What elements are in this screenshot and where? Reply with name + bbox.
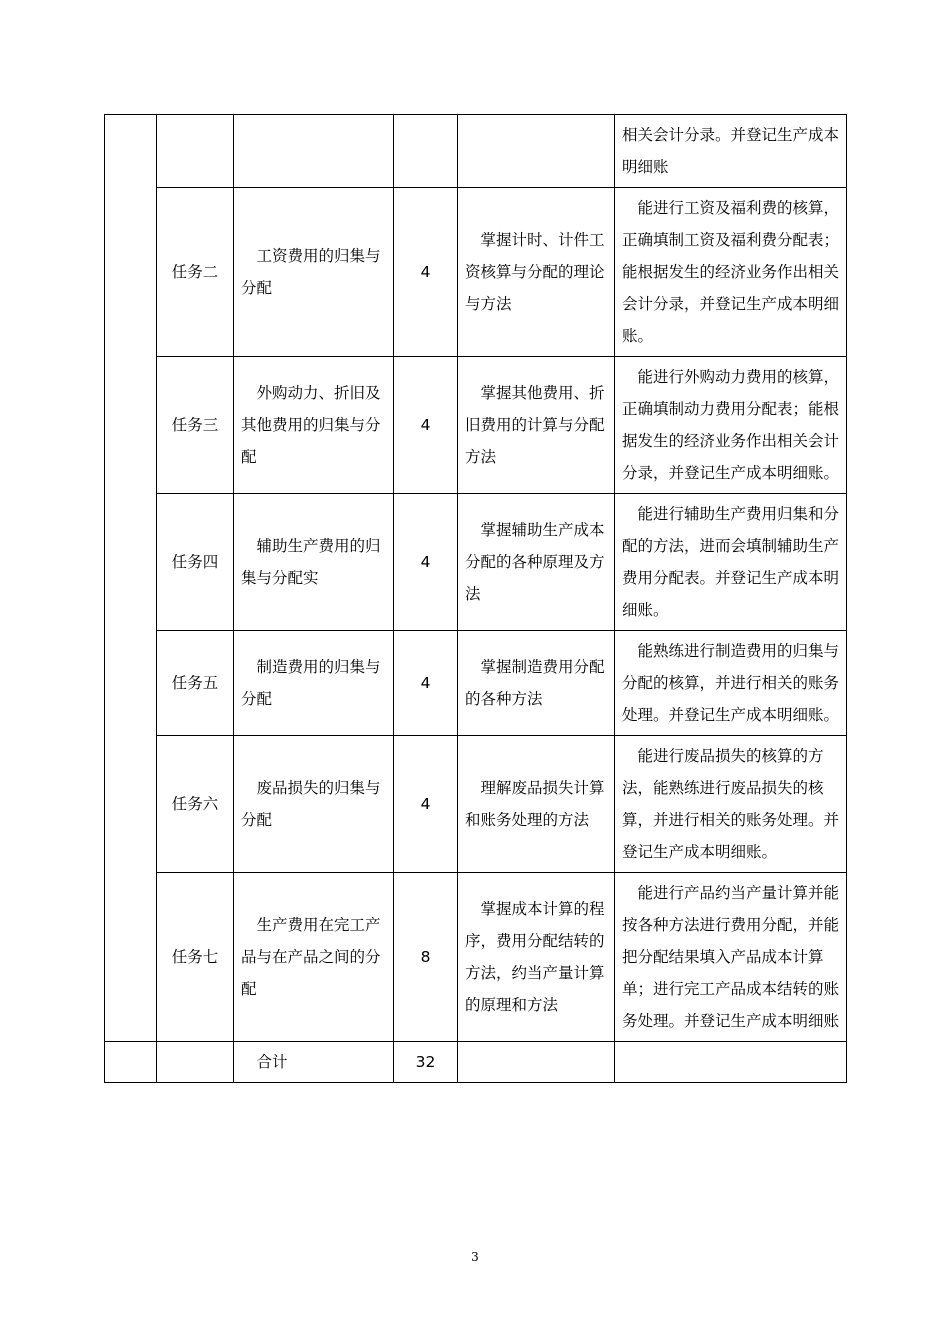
hours-cell: 4 — [394, 631, 458, 736]
hours-cell — [394, 115, 458, 188]
ability-cell: 能熟练进行制造费用的归集与分配的核算，并进行相关的账务处理。并登记生产成本明细账。 — [615, 631, 847, 736]
content-cell: 废品损失的归集与分配 — [234, 736, 394, 873]
task-cell: 任务五 — [157, 631, 234, 736]
module-cell — [105, 1042, 157, 1083]
ability-cell: 能进行废品损失的核算的方法，能熟练进行废品损失的核算，并进行相关的账务处理。并登记生产成本明细账。 — [615, 736, 847, 873]
table-row — [105, 188, 847, 357]
table-row — [105, 873, 847, 1042]
content-cell: 外购动力、折旧及其他费用的归集与分配 — [234, 357, 394, 494]
total-hours: 32 — [394, 1042, 458, 1083]
ability-cell: 能进行外购动力费用的核算，正确填制动力费用分配表；能根据发生的经济业务作出相关会计分录，并登记生产成本明细账。 — [615, 357, 847, 494]
module-cell — [105, 115, 157, 1042]
hours-cell: 4 — [394, 188, 458, 357]
knowledge-cell: 掌握成本计算的程序，费用分配结转的方法，约当产量计算的原理和方法 — [458, 873, 615, 1042]
task-cell: 任务三 — [157, 357, 234, 494]
knowledge-cell: 理解废品损失计算和账务处理的方法 — [458, 736, 615, 873]
hours-cell: 8 — [394, 873, 458, 1042]
table-row — [105, 736, 847, 873]
knowledge-cell — [458, 115, 615, 188]
content-cell: 工资费用的归集与分配 — [234, 188, 394, 357]
task-cell: 任务七 — [157, 873, 234, 1042]
task-cell: 任务六 — [157, 736, 234, 873]
ability-cell: 能进行辅助生产费用归集和分配的方法，进而会填制辅助生产费用分配表。并登记生产成本明细账。 — [615, 494, 847, 631]
knowledge-cell: 掌握制造费用分配的各种方法 — [458, 631, 615, 736]
hours-cell: 4 — [394, 357, 458, 494]
table-row — [105, 494, 847, 631]
content-cell — [234, 115, 394, 188]
content-cell: 生产费用在完工产品与在产品之间的分配 — [234, 873, 394, 1042]
total-label: 合计 — [234, 1042, 394, 1083]
ability-cell: 能进行工资及福利费的核算，正确填制工资及福利费分配表；能根据发生的经济业务作出相关会计分录，并登记生产成本明细账。 — [615, 188, 847, 357]
content-cell: 辅助生产费用的归集与分配实 — [234, 494, 394, 631]
ability-cell — [615, 1042, 847, 1083]
page-number: 3 — [471, 1250, 479, 1264]
knowledge-cell: 掌握其他费用、折旧费用的计算与分配方法 — [458, 357, 615, 494]
content-cell: 制造费用的归集与分配 — [234, 631, 394, 736]
table-row — [105, 357, 847, 494]
task-cell — [157, 1042, 234, 1083]
hours-cell: 4 — [394, 736, 458, 873]
ability-cell: 相关会计分录。并登记生产成本明细账 — [615, 115, 847, 188]
total-row — [105, 1042, 847, 1083]
knowledge-cell: 掌握辅助生产成本分配的各种原理及方法 — [458, 494, 615, 631]
task-cell: 任务四 — [157, 494, 234, 631]
table-row — [105, 115, 847, 188]
hours-cell: 4 — [394, 494, 458, 631]
knowledge-cell: 掌握计时、计件工资核算与分配的理论与方法 — [458, 188, 615, 357]
task-cell — [157, 115, 234, 188]
table-row — [105, 631, 847, 736]
course-schedule-table — [104, 114, 847, 1083]
knowledge-cell — [458, 1042, 615, 1083]
task-cell: 任务二 — [157, 188, 234, 357]
ability-cell: 能进行产品约当产量计算并能按各种方法进行费用分配，并能把分配结果填入产品成本计算单；进行完工产品成本结转的账务处理。并登记生产成本明细账 — [615, 873, 847, 1042]
